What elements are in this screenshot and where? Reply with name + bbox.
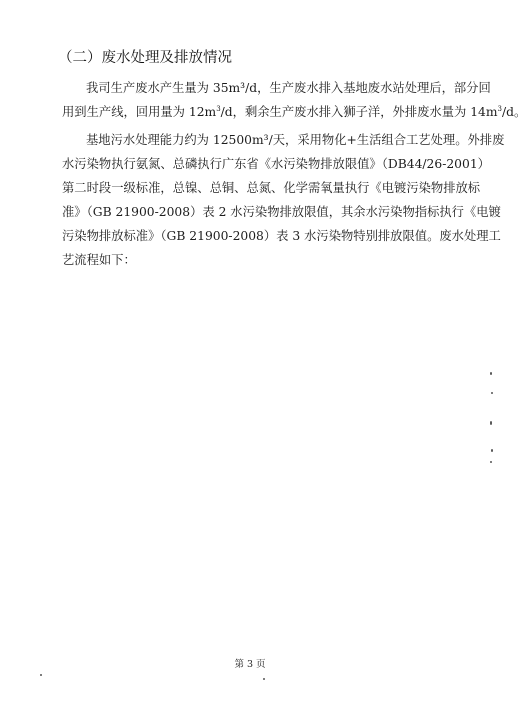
paragraph-treatment-standards	[62, 128, 505, 272]
paragraph-line: 艺流程如下：	[62, 253, 136, 267]
scan-speck	[491, 449, 493, 452]
scan-speck	[490, 372, 492, 375]
text-run: /d。	[502, 105, 526, 119]
superscript: 3	[216, 105, 221, 113]
scan-speck	[263, 678, 265, 680]
paragraph-line: 水污染物执行氨氮、总磷执行广东省《水污染物排放限值》（DB44/26-2001）	[62, 157, 490, 171]
text-run: /d，剩余生产废水排入狮子洋，外排废水量为 14m	[220, 105, 498, 119]
paragraph-line: 第二时段一级标准，总镍、总铜、总氮、化学需氧量执行《电镀污染物排放标	[62, 181, 481, 195]
text-run: 用到生产线，回用量为 12m	[62, 105, 217, 119]
paragraph-line	[62, 100, 526, 124]
scan-speck	[490, 421, 492, 425]
paragraph-line: 污染物排放标准》（GB 21900-2008）表 3 水污染物特别排放限值。废水处理工	[62, 229, 501, 243]
paragraph-line: 基地污水处理能力约为 12500m³/天，采用物化+生活组合工艺处理。外排废	[86, 133, 505, 147]
section-heading: （二）废水处理及排放情况	[58, 50, 232, 66]
paragraph-wastewater-volume	[62, 76, 526, 124]
scan-speck	[491, 392, 493, 394]
scan-speck	[490, 461, 492, 463]
page-number: 第 3 页	[234, 659, 266, 670]
scan-speck	[40, 674, 42, 676]
superscript: 3	[497, 105, 502, 113]
paragraph-line: 我司生产废水产生量为 35m³/d，生产废水排入基地废水站处理后，部分回	[86, 81, 491, 95]
paragraph-line: 准》（GB 21900-2008）表 2 水污染物排放限值，其余水污染物指标执行《电镀	[62, 205, 501, 219]
